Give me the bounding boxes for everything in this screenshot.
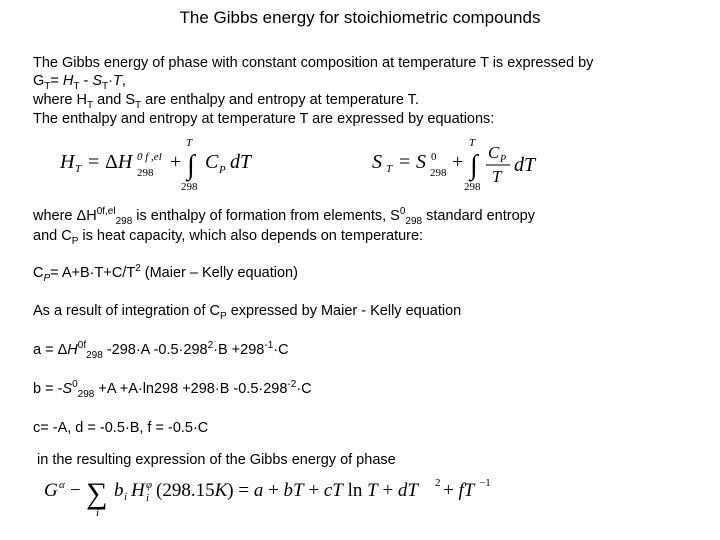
svg-text:T: T (386, 163, 393, 175)
svg-text:dT: dT (514, 154, 536, 176)
svg-text:−: − (70, 480, 81, 501)
enthalpy-equation (55, 134, 295, 194)
svg-text:∫: ∫ (470, 150, 478, 181)
svg-text:H: H (131, 480, 145, 501)
svg-text:∑: ∑ (86, 477, 108, 510)
svg-text:T: T (186, 137, 193, 149)
svg-text:=: = (88, 151, 100, 173)
svg-text:φ: φ (146, 479, 153, 491)
svg-text:298: 298 (430, 167, 447, 179)
svg-text:298: 298 (137, 167, 154, 179)
intro-line-3: where $H_T$ and $S_T$ are enthalpy and entropy at temperature T. (33, 92, 419, 111)
intro-line-2: $G_T= H_T - S_T\cdot T$, (33, 73, 126, 92)
svg-text:+ fT: + fT (443, 480, 475, 501)
svg-text:298: 298 (464, 181, 481, 193)
svg-text:i: i (96, 507, 100, 519)
svg-text:dT: dT (230, 151, 252, 173)
svg-text:S: S (372, 151, 382, 173)
maier-kelly-equation: $C_P= A+B\cdot T+C/T^2$ (Maier – Kelly equation) (33, 263, 298, 284)
svg-text:H: H (60, 151, 75, 173)
svg-text:2: 2 (435, 477, 441, 489)
svg-text:0 f ,el: 0 f ,el (137, 151, 162, 163)
svg-text:T: T (492, 167, 502, 186)
coefficient-b: $b = -S^0_{298} +A +A\cdot\ln 298 +298\cdot B$ $-0.5\cdot 298^{-2}\cdot C$ (33, 379, 312, 400)
svg-text:S: S (416, 151, 426, 173)
intro-line-1: The Gibbs energy of phase with constant composition at temperature T is expressed by (33, 55, 594, 71)
svg-text:−1: −1 (479, 477, 491, 489)
svg-text:(298.15K) = a + bT + cT ln T +: (298.15K) = a + bT + cT ln T + dT (156, 480, 418, 501)
svg-text:C: C (488, 143, 500, 162)
svg-text:298: 298 (181, 181, 198, 193)
svg-text:T: T (75, 163, 82, 175)
svg-text:i: i (124, 491, 128, 503)
page-title: The Gibbs energy for stoichiometric compounds (179, 8, 541, 27)
where-line-2: and $C_P$ is heat capacity, which also depends on temperature: (33, 228, 424, 247)
coefficients-c-d-f: c= -A, d = -0.5·B, f = -0.5·C (33, 420, 209, 436)
where-line-1: where $\Delta H^{0f,el}_{298}$ is enthalpy of formation from elements, $S^0_{298}$ standard entropy (33, 206, 535, 227)
svg-text:P: P (500, 154, 507, 165)
entropy-equation (370, 134, 570, 194)
intro-line-4: The enthalpy and entropy at temperature T are expressed by equations: (33, 111, 495, 127)
resulting-text: in the resulting expression of the Gibbs energy of phase (37, 452, 396, 468)
svg-text:0: 0 (431, 151, 437, 163)
svg-text:G: G (44, 480, 58, 501)
svg-text:b: b (114, 480, 124, 501)
svg-text:∫: ∫ (187, 150, 195, 181)
svg-text:P: P (219, 164, 226, 176)
svg-text:+: + (452, 151, 464, 173)
svg-text:α: α (59, 479, 65, 491)
svg-text:T: T (469, 137, 476, 149)
integration-text: As a result of integration of $C_P$ expressed by Maier - Kelly equation (33, 303, 462, 322)
coefficient-a: $a = \Delta H^{0f}_{298}$ -298·A $-0.5\cdot 298^2\cdot B +298^{-1}\cdot C$ (33, 340, 289, 361)
svg-text:C: C (205, 151, 219, 173)
svg-text:=: = (399, 151, 411, 173)
svg-text:+: + (170, 151, 182, 173)
svg-text:i: i (146, 492, 150, 504)
svg-text:ΔH: ΔH (105, 151, 133, 173)
gibbs-energy-equation (42, 470, 492, 520)
